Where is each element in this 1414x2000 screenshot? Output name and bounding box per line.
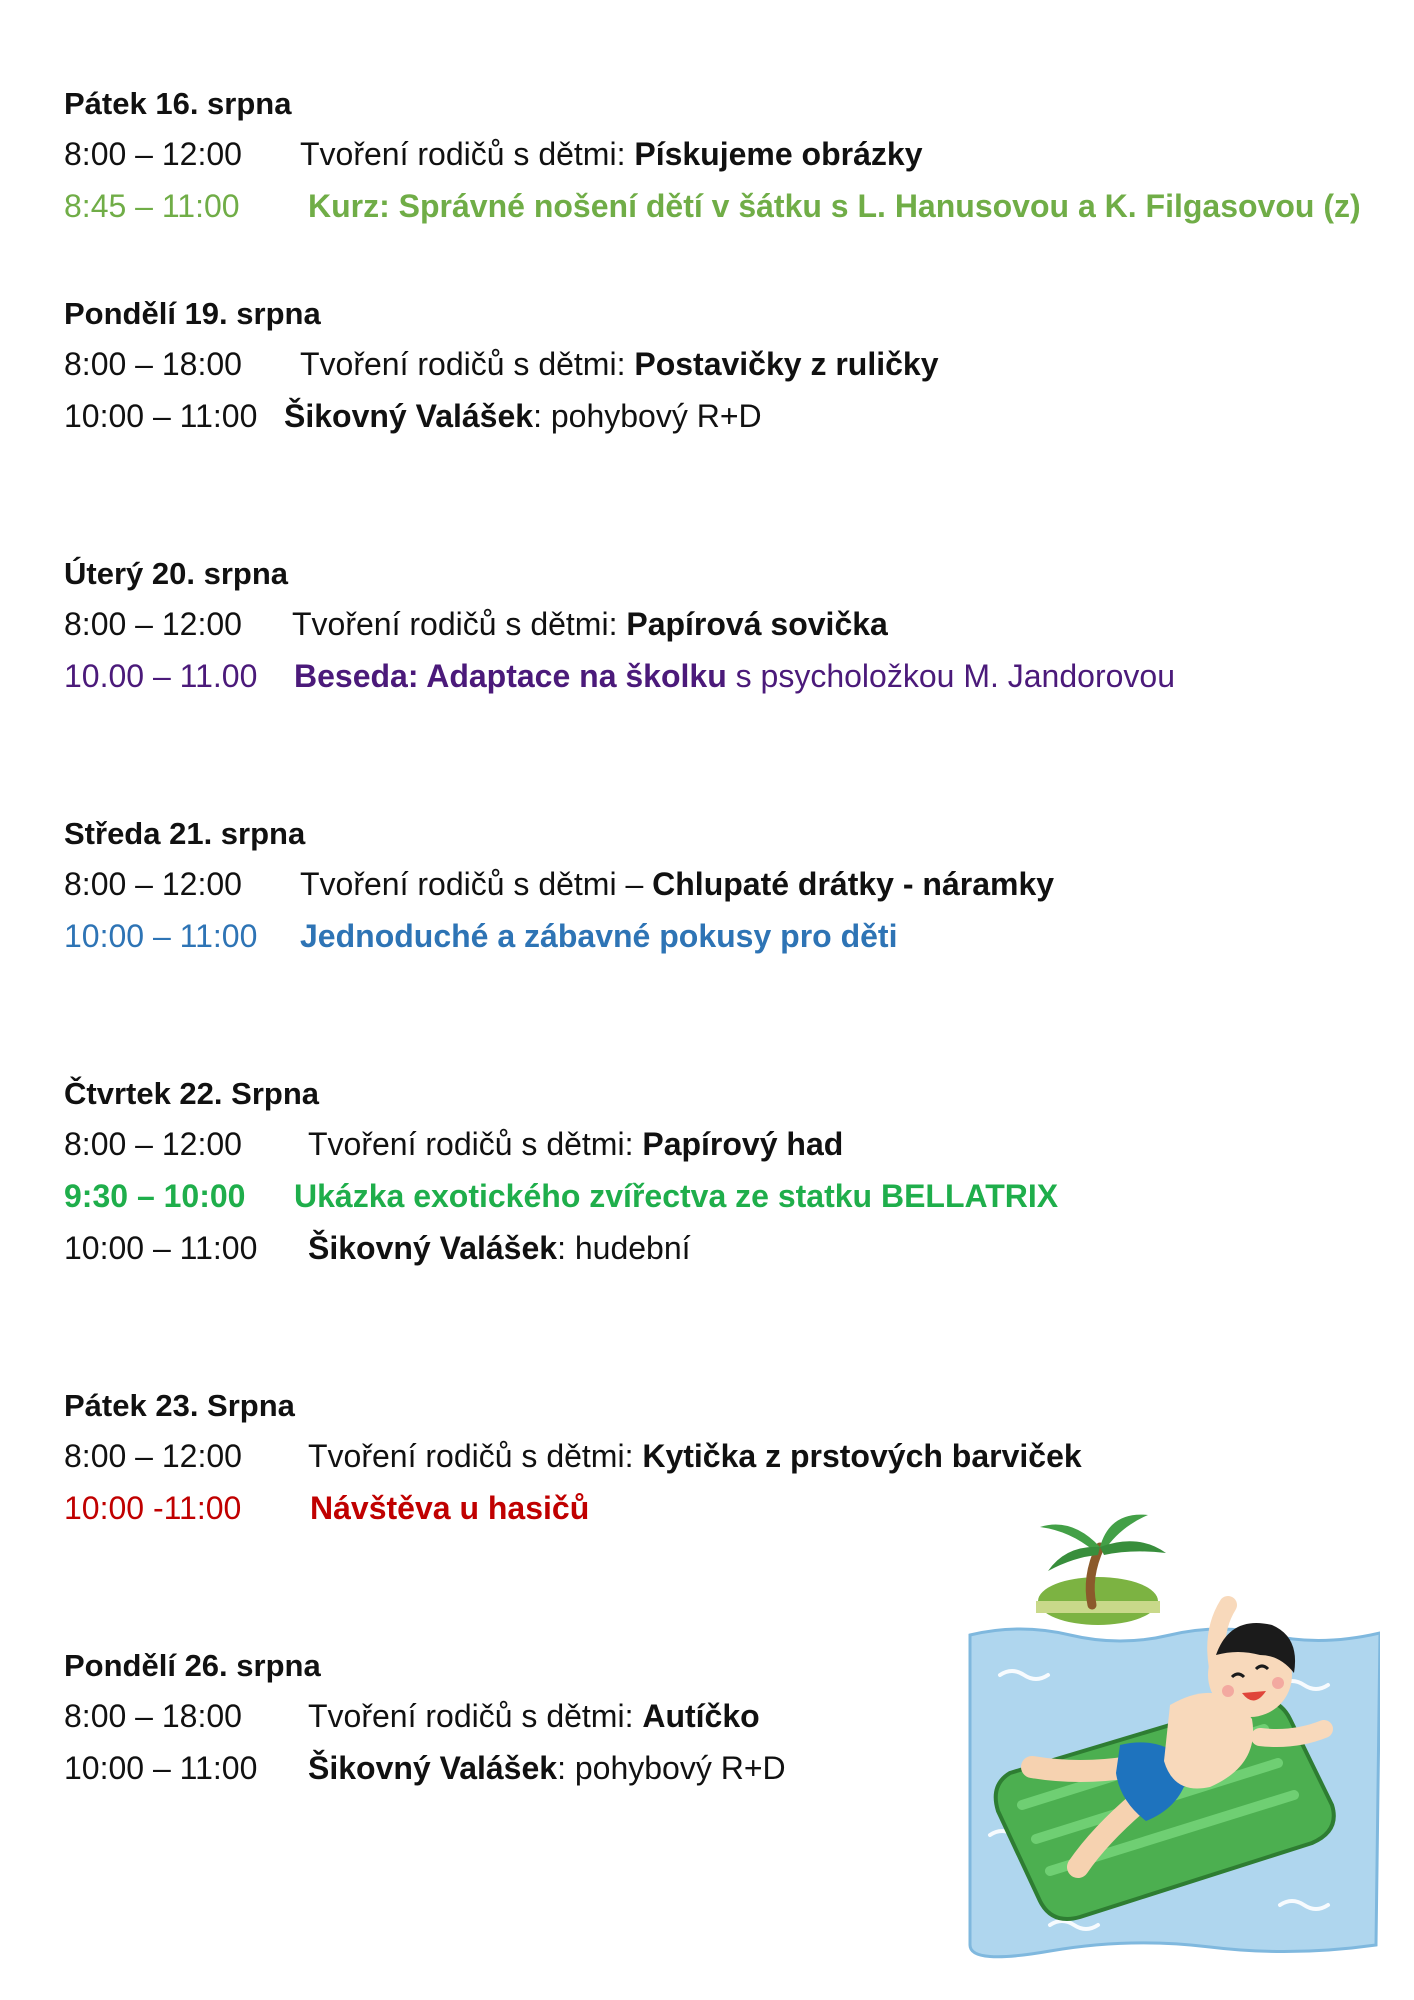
activity-title: Chlupaté drátky - náramky — [652, 866, 1055, 902]
activity-title: Papírový had — [642, 1126, 844, 1162]
activity-plain: Tvoření rodičů s dětmi: — [308, 1698, 643, 1734]
day-heading: Čtvrtek 22. Srpna — [64, 1076, 319, 1111]
time-range: 9:30 – 10:00 — [64, 1178, 246, 1214]
activity — [308, 1752, 786, 1784]
time-range: 10:00 – 11:00 — [64, 1230, 258, 1266]
activity-title: Kytička z prstových barviček — [642, 1438, 1082, 1474]
time-range: 10:00 -11:00 — [64, 1490, 242, 1526]
activity — [284, 400, 762, 432]
activity-tail: : hudební — [557, 1230, 691, 1266]
activity-plain: Tvoření rodičů s dětmi – — [300, 866, 653, 902]
activity-plain: Tvoření rodičů s dětmi: — [308, 1126, 643, 1162]
palm-island-icon — [1036, 1515, 1166, 1625]
activity-tail: s psycholožkou M. Jandorovou — [726, 658, 1175, 694]
activity — [300, 868, 1054, 900]
day-heading: Pondělí 19. srpna — [64, 296, 321, 331]
activity-title: Kurz: Správné nošení dětí v šátku s L. Hanusovou a K. Filgasovou (z) — [308, 188, 1361, 224]
activity — [300, 138, 922, 170]
activity — [308, 1128, 843, 1160]
activity — [308, 1700, 760, 1732]
activity — [300, 348, 939, 380]
activity — [294, 660, 1175, 692]
time-range: 8:00 – 18:00 — [64, 1698, 242, 1734]
time-range: 8:00 – 12:00 — [64, 866, 242, 902]
activity — [308, 190, 1361, 222]
time-range: 8:00 – 12:00 — [64, 606, 242, 642]
activity-title: Beseda: Adaptace na školku — [294, 658, 727, 694]
activity-title: Postavičky z ruličky — [634, 346, 939, 382]
activity-title: Návštěva u hasičů — [310, 1490, 590, 1526]
time-range: 10:00 – 11:00 — [64, 1750, 258, 1786]
activity-tail: : pohybový R+D — [533, 398, 762, 434]
time-range: 10:00 – 11:00 — [64, 918, 258, 954]
activity-plain: Tvoření rodičů s dětmi: — [300, 346, 635, 382]
activity — [294, 1180, 1058, 1212]
time-range: 10:00 – 11:00 — [64, 398, 258, 434]
activity-title: Šikovný Valášek — [308, 1750, 558, 1786]
time-range: 8:00 – 18:00 — [64, 346, 242, 382]
activity-plain: Tvoření rodičů s dětmi: — [300, 136, 635, 172]
activity — [292, 608, 888, 640]
time-range: 8:00 – 12:00 — [64, 1438, 242, 1474]
activity — [300, 920, 897, 952]
time-range: 8:45 – 11:00 — [64, 188, 240, 224]
activity-title: Autíčko — [642, 1698, 760, 1734]
swimming-child-illustration — [960, 1505, 1380, 1965]
activity-plain: Tvoření rodičů s dětmi: — [292, 606, 627, 642]
time-range: 8:00 – 12:00 — [64, 1126, 242, 1162]
day-heading: Středa 21. srpna — [64, 816, 306, 851]
day-heading: Pondělí 26. srpna — [64, 1648, 321, 1683]
time-range: 10.00 – 11.00 — [64, 658, 258, 694]
day-heading: Úterý 20. srpna — [64, 556, 288, 591]
activity — [308, 1440, 1082, 1472]
activity-title: Pískujeme obrázky — [634, 136, 923, 172]
day-heading: Pátek 16. srpna — [64, 86, 292, 121]
activity-title: Jednoduché a zábavné pokusy pro děti — [300, 918, 898, 954]
activity-title: Šikovný Valášek — [284, 398, 534, 434]
activity-title: Papírová sovička — [626, 606, 888, 642]
activity-plain: Tvoření rodičů s dětmi: — [308, 1438, 643, 1474]
activity-title: Ukázka exotického zvířectva ze statku BELLATRIX — [294, 1178, 1059, 1214]
day-heading: Pátek 23. Srpna — [64, 1388, 295, 1423]
activity — [308, 1232, 691, 1264]
activity-tail: : pohybový R+D — [557, 1750, 786, 1786]
activity — [310, 1492, 589, 1524]
activity-title: Šikovný Valášek — [308, 1230, 558, 1266]
time-range: 8:00 – 12:00 — [64, 136, 242, 172]
